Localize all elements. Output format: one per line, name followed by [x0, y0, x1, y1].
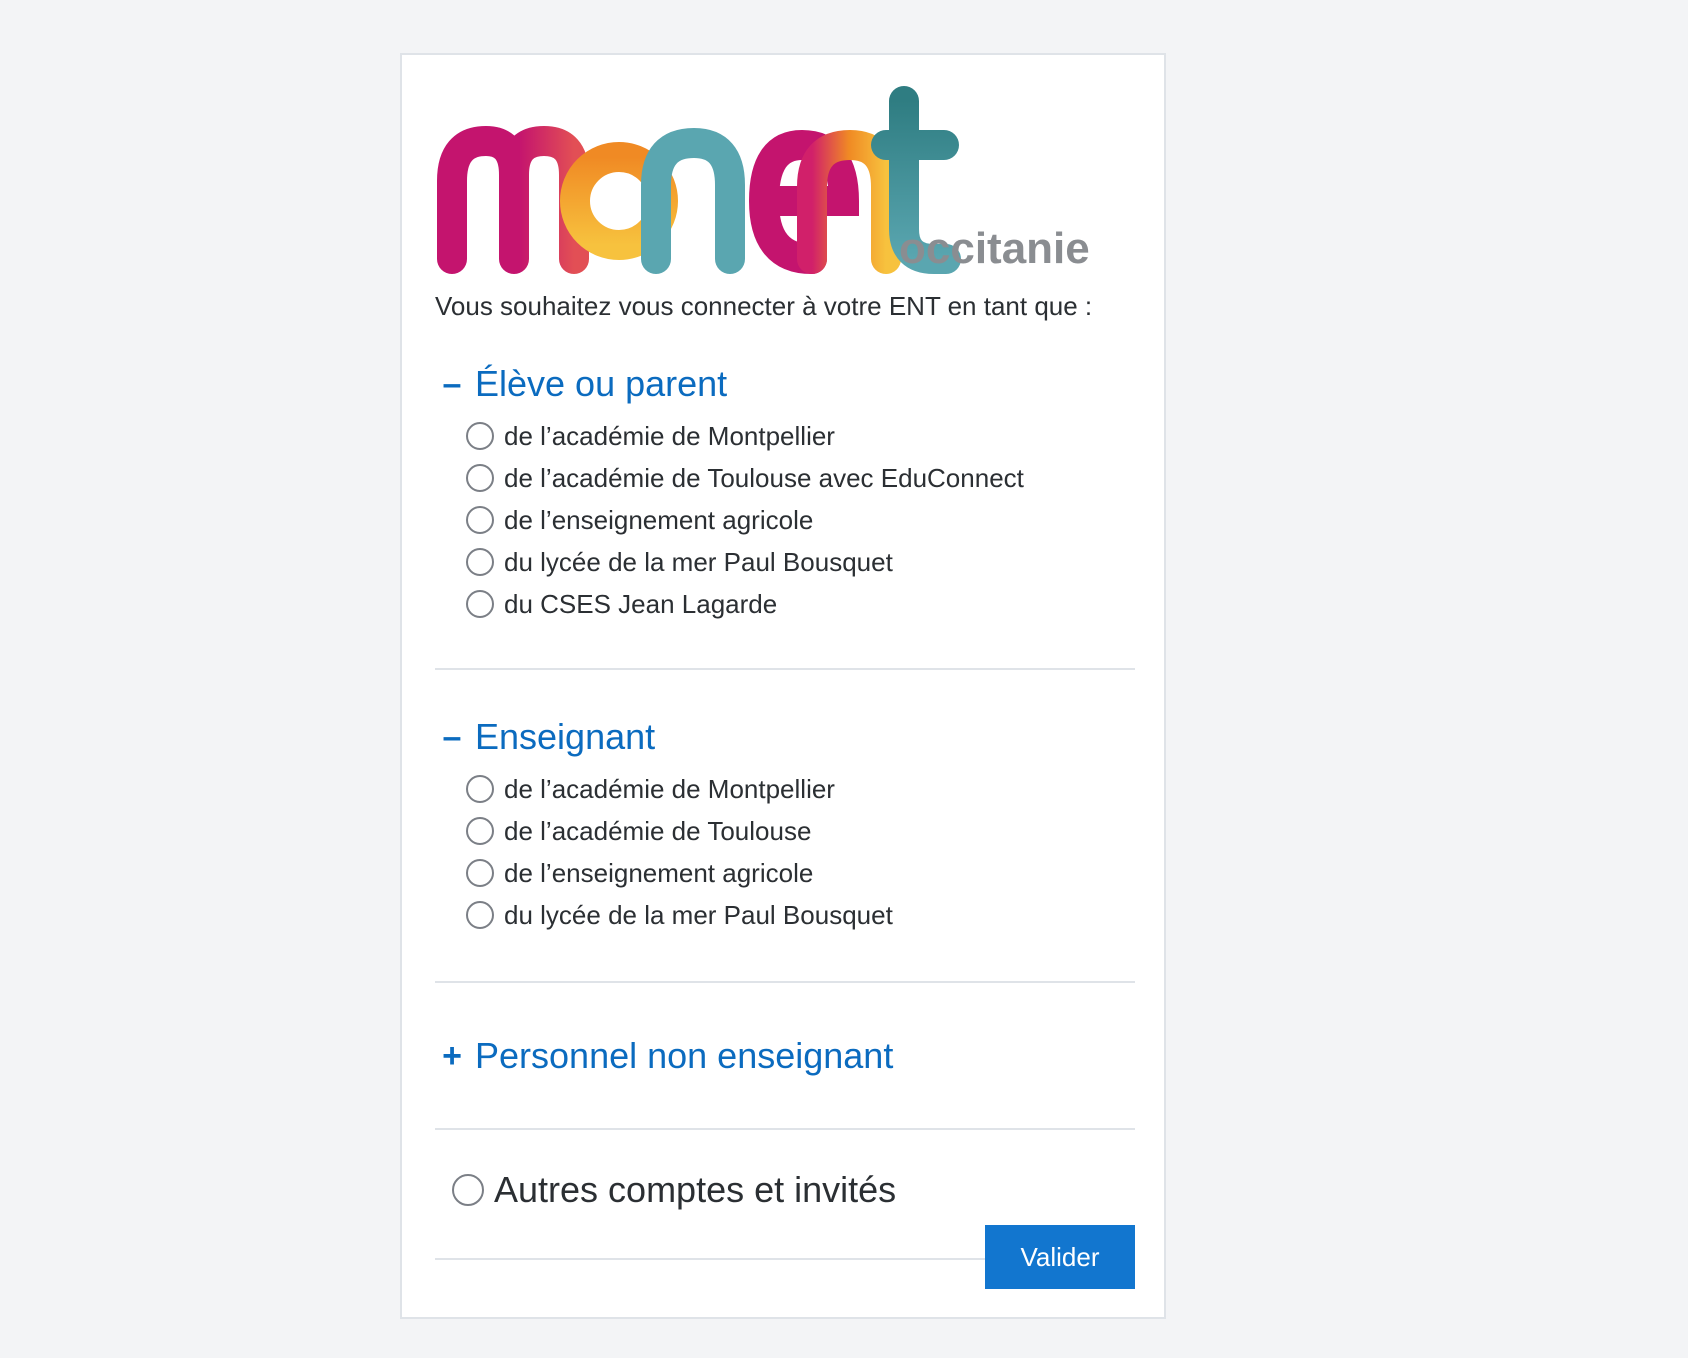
- option-label: de l’enseignement agricole: [504, 857, 814, 888]
- option-label: du lycée de la mer Paul Bousquet: [504, 546, 893, 577]
- mon-ent-occitanie-logo: [434, 83, 1136, 283]
- option-eleve-toulouse[interactable]: [466, 457, 1135, 499]
- option-label: de l’académie de Montpellier: [504, 773, 835, 804]
- option-eleve-cses[interactable]: [466, 583, 1135, 625]
- radio-button[interactable]: [466, 506, 494, 534]
- option-enseignant-toulouse[interactable]: [466, 810, 1135, 852]
- divider: [435, 1128, 1135, 1130]
- intro-text: Vous souhaitez vous connecter à votre ENT en tant que :: [435, 291, 1093, 321]
- divider: [435, 981, 1135, 983]
- section-toggle-personnel[interactable]: [435, 1031, 1135, 1081]
- minus-icon: –: [442, 718, 462, 756]
- option-eleve-lycee-mer[interactable]: [466, 541, 1135, 583]
- section-title: Enseignant: [475, 716, 656, 757]
- section-title: Personnel non enseignant: [475, 1035, 894, 1076]
- section-toggle-eleve-parent[interactable]: [435, 359, 1135, 409]
- option-label: de l’académie de Toulouse: [504, 815, 812, 846]
- section-title: Élève ou parent: [475, 363, 728, 404]
- plus-icon: +: [442, 1037, 462, 1075]
- option-enseignant-lycee-mer[interactable]: [466, 894, 1135, 936]
- option-label: de l’académie de Toulouse avec EduConnect: [504, 462, 1024, 493]
- radio-button[interactable]: [466, 859, 494, 887]
- radio-button[interactable]: [452, 1174, 484, 1206]
- option-enseignant-montpellier[interactable]: [466, 768, 1135, 810]
- submit-button[interactable]: Valider: [985, 1225, 1135, 1289]
- radio-button[interactable]: [466, 775, 494, 803]
- radio-button[interactable]: [466, 901, 494, 929]
- option-autres-comptes[interactable]: [452, 1165, 896, 1215]
- logo-subtitle: occitanie: [899, 224, 1090, 273]
- radio-button[interactable]: [466, 422, 494, 450]
- radio-button[interactable]: [466, 590, 494, 618]
- section-eleve-parent: [435, 359, 1135, 625]
- radio-button[interactable]: [466, 464, 494, 492]
- radio-button[interactable]: [466, 548, 494, 576]
- option-eleve-montpellier[interactable]: [466, 415, 1135, 457]
- minus-icon: –: [442, 365, 462, 403]
- login-card: [400, 53, 1166, 1319]
- option-label: de l’enseignement agricole: [504, 504, 814, 535]
- option-eleve-agricole[interactable]: [466, 499, 1135, 541]
- radio-button[interactable]: [466, 817, 494, 845]
- option-label: de l’académie de Montpellier: [504, 420, 835, 451]
- option-label: du lycée de la mer Paul Bousquet: [504, 899, 893, 930]
- divider: [435, 668, 1135, 670]
- option-enseignant-agricole[interactable]: [466, 852, 1135, 894]
- section-enseignant: [435, 712, 1135, 936]
- option-label: du CSES Jean Lagarde: [504, 588, 778, 619]
- section-personnel-non-enseignant: [435, 1031, 1135, 1081]
- section-toggle-enseignant[interactable]: [435, 712, 1135, 762]
- other-option-label: Autres comptes et invités: [494, 1169, 897, 1210]
